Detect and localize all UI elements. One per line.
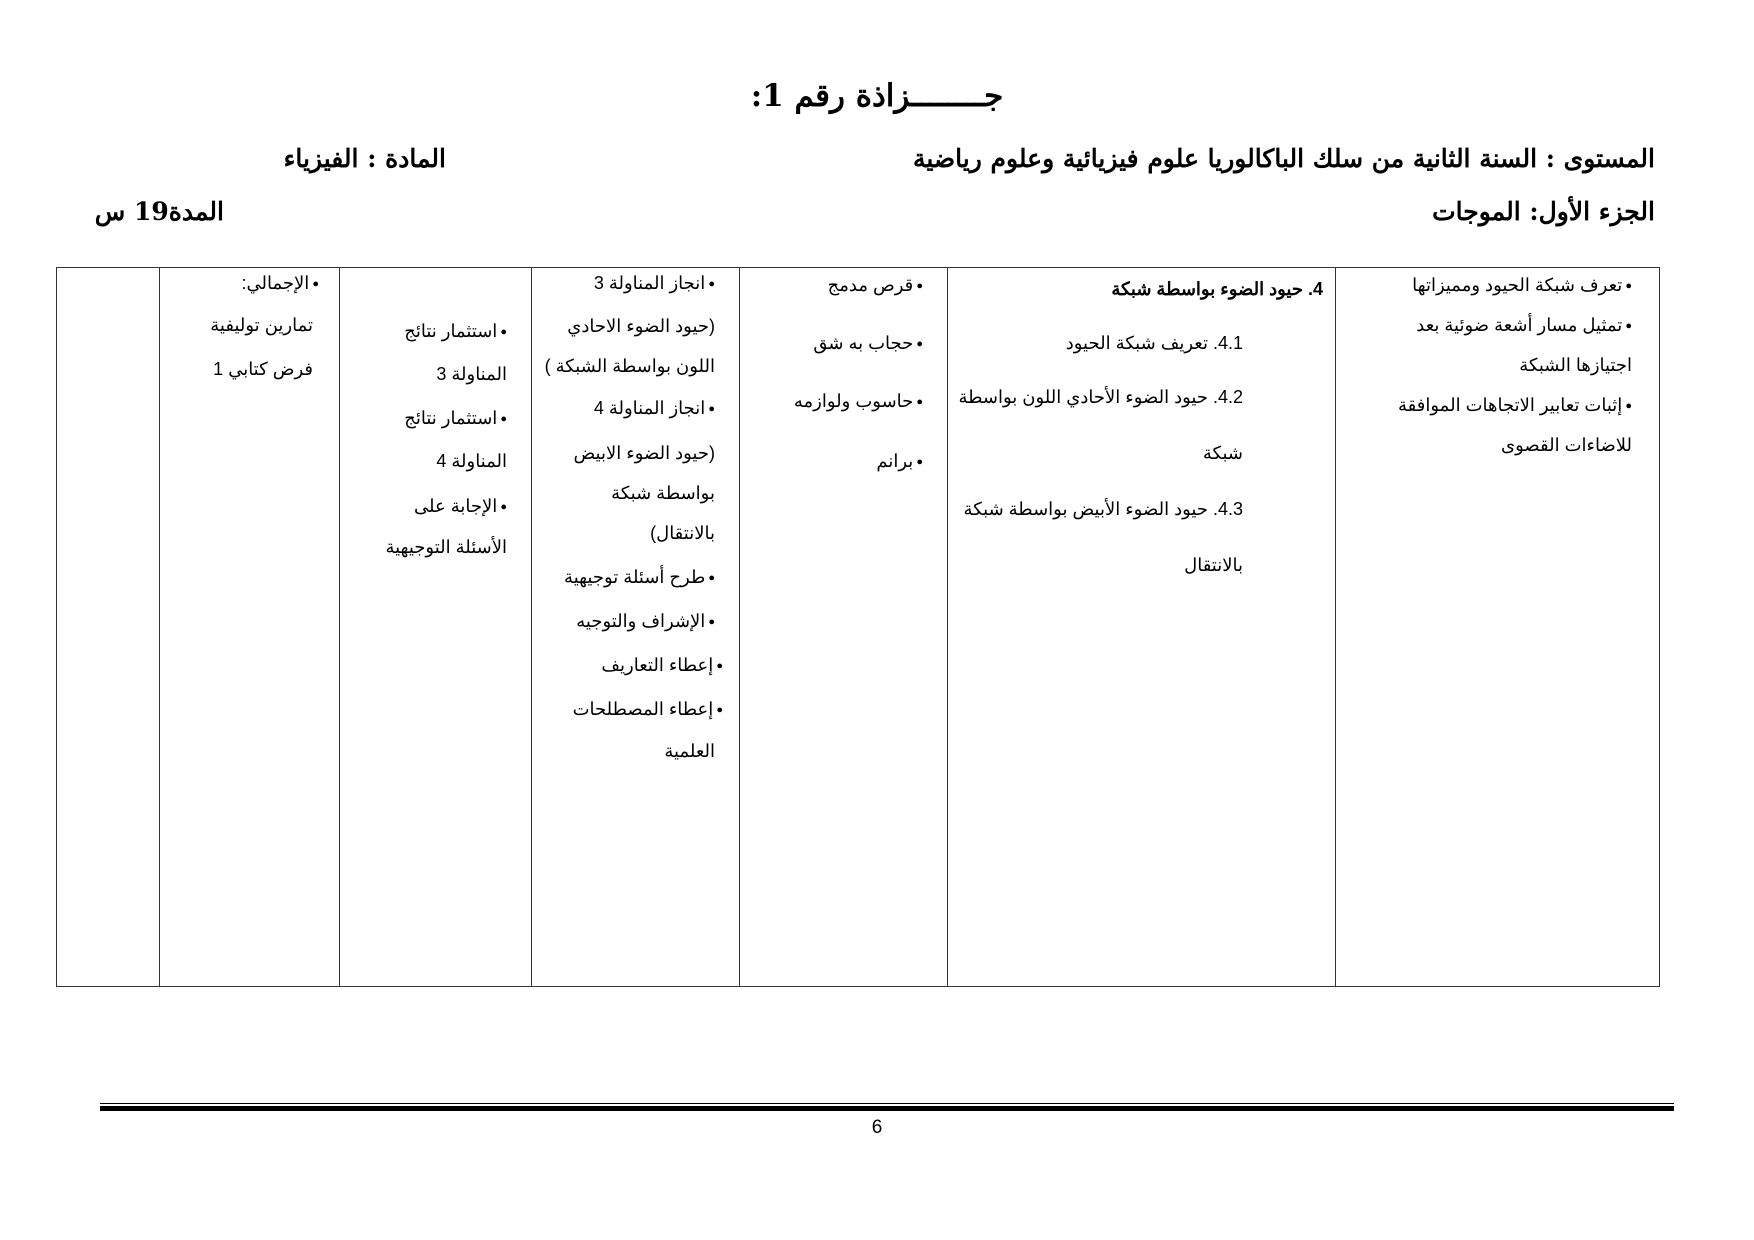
teacher-activity-item: ● طرح أسئلة توجيهية	[564, 564, 715, 591]
teacher-activity-cont: العلمية	[664, 741, 715, 761]
content-item-cont: شبكة	[1202, 443, 1243, 463]
teacher-activity-cont: اللون بواسطة الشبكة )	[544, 356, 715, 376]
content-item: 4.3. حيود الضوء الأبيض بواسطة شبكة	[963, 499, 1243, 519]
material-item: ● برانم	[876, 448, 923, 475]
footer-rule	[100, 1106, 1674, 1111]
student-activity-item: ● الإجابة على	[414, 493, 507, 520]
objective-item: ● إثبات تعابير الاتجاهات الموافقة	[1398, 392, 1632, 419]
evaluation-item-cont: فرض كتابي 1	[213, 359, 313, 379]
student-activities-column	[340, 268, 532, 986]
evaluation-item-cont: تمارين توليفية	[210, 315, 313, 335]
student-activity-cont: المناولة 4	[436, 451, 507, 471]
teacher-activity-item: ● إعطاء التعاريف	[601, 652, 723, 679]
content-item-cont: بالانتقال	[1184, 555, 1243, 575]
teacher-activities-column	[532, 268, 740, 986]
student-activity-cont: الأسئلة التوجيهية	[385, 537, 507, 557]
student-activity-item: ● استثمار نتائج	[404, 318, 507, 345]
material-item: ● حجاب به شق	[813, 330, 923, 357]
content-column	[948, 268, 1336, 986]
teacher-activity-cont: (حيود الضوء الاحادي	[567, 316, 715, 336]
page-title: جــــــــزاذة رقم 1:	[750, 78, 1004, 114]
teacher-activity-item: ● الإشراف والتوجيه	[576, 608, 715, 635]
level-label: المستوى : السنة الثانية من سلك الباكالوريا علوم فيزيائية وعلوم رياضية	[912, 144, 1655, 173]
teacher-activity-item: ● إعطاء المصطلحات	[573, 696, 723, 723]
lesson-plan-table	[56, 267, 1660, 987]
duration-label: المدة19 س	[94, 197, 224, 226]
subject-label: المادة : الفيزياء	[283, 144, 446, 173]
evaluation-column	[160, 268, 340, 986]
material-item: ● قرص مدمج	[828, 272, 923, 299]
objective-item: ● تمثيل مسار أشعة ضوئية بعد	[1416, 312, 1632, 339]
objective-item: ● تعرف شبكة الحيود ومميزاتها	[1412, 272, 1632, 299]
content-heading: 4. حيود الضوء بواسطة شبكة	[1111, 279, 1323, 299]
objectives-column	[1336, 268, 1661, 986]
student-activity-item: ● استثمار نتائج	[404, 405, 507, 432]
part-label: الجزء الأول: الموجات	[1432, 197, 1655, 226]
teacher-activity-cont: (حيود الضوء الابيض	[573, 443, 715, 463]
objective-item-cont: اجتيازها الشبكة	[1519, 355, 1632, 375]
objective-item-cont: للاضاءات القصوى	[1501, 435, 1632, 455]
student-activity-cont: المناولة 3	[436, 364, 507, 384]
content-item: 4.2. حيود الضوء الأحادي اللون بواسطة	[958, 387, 1243, 407]
empty-column	[57, 268, 160, 986]
teacher-activity-item: ● انجاز المناولة 4	[594, 395, 715, 422]
evaluation-item: ● الإجمالي:	[242, 270, 319, 297]
material-item: ● حاسوب ولوازمه	[794, 388, 923, 415]
teacher-activity-item: ● انجاز المناولة 3	[594, 270, 715, 297]
teacher-activity-cont: بواسطة شبكة	[611, 483, 715, 503]
teacher-activity-cont: بالانتقال)	[650, 523, 715, 543]
content-item: 4.1. تعريف شبكة الحيود	[1065, 333, 1243, 353]
materials-column	[740, 268, 948, 986]
page-number: 6	[871, 1117, 883, 1138]
